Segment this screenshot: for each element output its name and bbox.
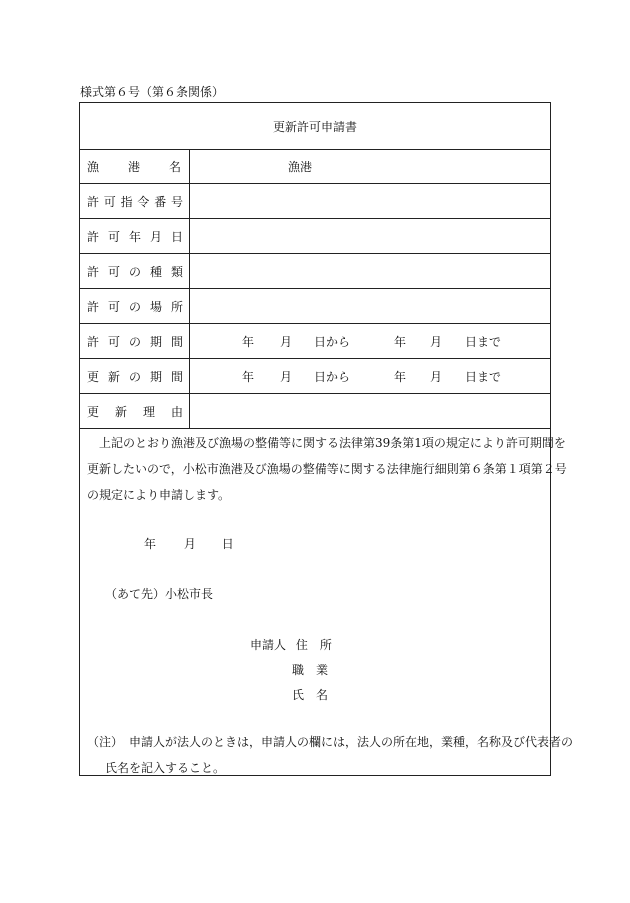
label-renewal-reason: 更 新 理 由: [80, 394, 190, 428]
renewal-period-month-from: 月: [280, 369, 293, 384]
row-permit-type: [80, 254, 550, 289]
form-number: 様式第６号（第６条関係）: [80, 85, 225, 99]
label-permit-number: 許 可 指 令 番 号: [80, 184, 190, 218]
label-permit-period: 許 可 の 期 間: [80, 324, 190, 358]
field-permit-place[interactable]: [190, 289, 550, 323]
renewal-period-day-to: 日まで: [465, 369, 502, 384]
applicant-address-row[interactable]: [250, 633, 332, 658]
row-port-name: [80, 149, 550, 184]
statement-line-2: 更新したいので，小松市漁港及び漁場の整備等に関する法律施行細則第６条第１項第２号: [87, 462, 567, 476]
permit-period-day-from: 日から: [314, 334, 351, 349]
renewal-period-day-from: 日から: [314, 369, 351, 384]
field-permit-type[interactable]: [190, 254, 550, 288]
row-permit-number: [80, 184, 550, 219]
permit-period-month-from: 月: [280, 334, 293, 349]
field-permit-number[interactable]: [190, 184, 550, 218]
permit-period-month-to: 月: [430, 334, 443, 349]
date-month: 月: [183, 537, 196, 551]
permit-period-year-from: 年: [242, 334, 255, 349]
label-renewal-period: 更 新 の 期 間: [80, 359, 190, 393]
applicant-label: 申請人: [250, 638, 287, 652]
row-permit-place: [80, 289, 550, 324]
application-statement: [87, 430, 567, 508]
statement-line-1: 上記のとおり漁港及び漁場の整備等に関する法律第39条第1項の規定により許可期間を: [99, 436, 566, 450]
renewal-period-month-to: 月: [430, 369, 443, 384]
applicant-name-row[interactable]: [250, 683, 332, 708]
application-date[interactable]: [144, 535, 234, 552]
field-permit-date[interactable]: [190, 219, 550, 253]
applicant-name-label: 氏 名: [292, 688, 329, 702]
applicant-address-label: 住 所: [295, 638, 332, 652]
applicant-occupation-row[interactable]: [250, 658, 332, 683]
label-permit-date: 許 可 年 月 日: [80, 219, 190, 253]
row-permit-date: [80, 219, 550, 254]
row-permit-period: [80, 324, 550, 359]
applicant-occupation-label: 職 業: [292, 663, 329, 677]
renewal-period-year-to: 年: [394, 369, 407, 384]
applicant-block: [250, 633, 332, 708]
addressee: （あて先）小松市長: [105, 587, 214, 601]
field-renewal-period[interactable]: [190, 359, 550, 393]
permit-period-year-to: 年: [394, 334, 407, 349]
footnote-line-1: （注） 申請人が法人のときは，申請人の欄には，法人の所在地，業種，名称及び代表者の: [87, 735, 574, 749]
form-title: 更新許可申請書: [80, 103, 550, 150]
label-permit-place: 許 可 の 場 所: [80, 289, 190, 323]
label-permit-type: 許 可 の 種 類: [80, 254, 190, 288]
date-day: 日: [221, 537, 234, 551]
footnote: [87, 729, 574, 781]
application-form: [79, 102, 574, 776]
field-renewal-reason[interactable]: [190, 394, 550, 428]
statement-line-3: の規定により申請します。: [87, 488, 231, 502]
field-port-name[interactable]: [190, 149, 550, 183]
port-name-suffix: 漁港: [288, 159, 313, 174]
renewal-period-year-from: 年: [242, 369, 255, 384]
permit-period-day-to: 日まで: [465, 334, 502, 349]
footnote-line-2: 氏名を記入すること。: [105, 761, 226, 775]
label-port-name: 漁 港 名: [80, 149, 190, 183]
row-renewal-period: [80, 359, 550, 394]
date-year: 年: [144, 537, 157, 551]
row-renewal-reason: [80, 394, 550, 429]
field-permit-period[interactable]: [190, 324, 550, 358]
